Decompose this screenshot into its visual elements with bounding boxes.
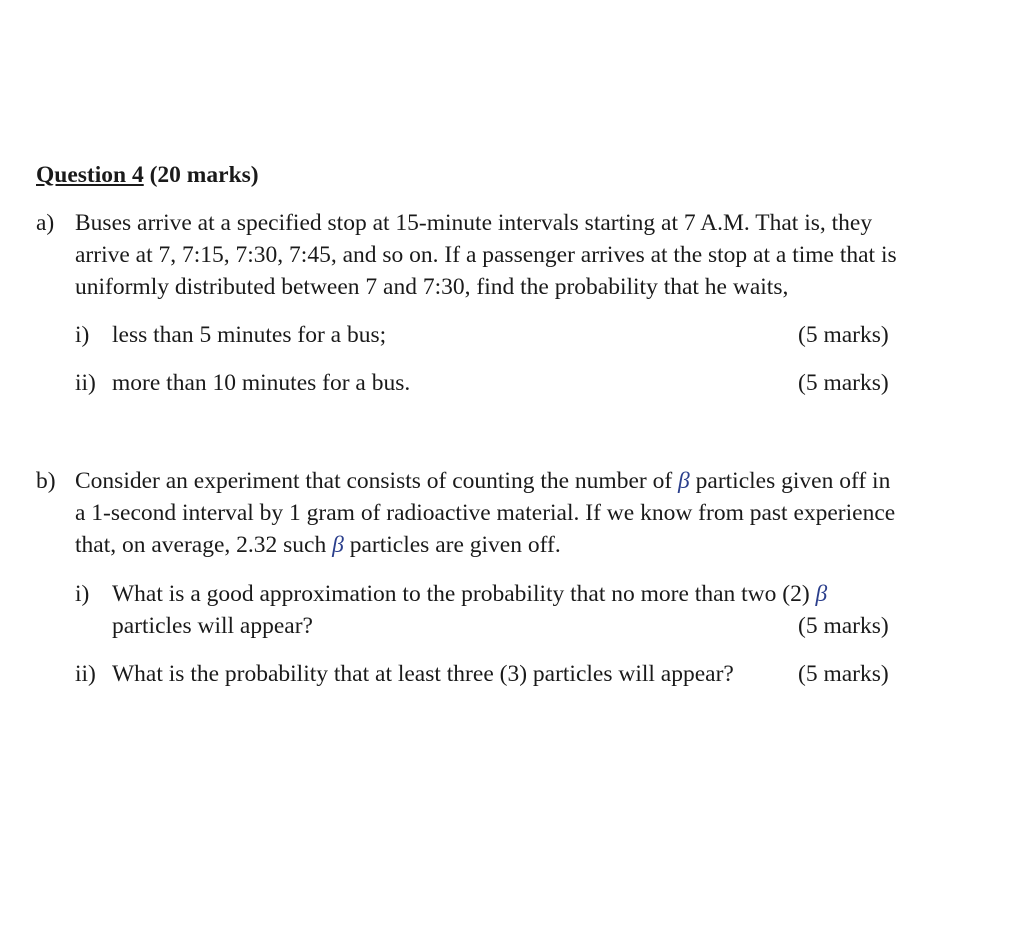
part-b-line-1: Consider an experiment that consists of counting the number of β particles given off in xyxy=(75,468,891,494)
part-b-i-label: i) xyxy=(75,581,90,607)
part-b-i-text-1: What is a good approximation to the probability that no more than two (2) β xyxy=(112,581,828,607)
beta-symbol: β xyxy=(332,532,344,558)
part-a-line-3: uniformly distributed between 7 and 7:30, find the probability that he waits, xyxy=(75,274,789,300)
part-b-line-2: a 1-second interval by 1 gram of radioactive material. If we know from past experience xyxy=(75,500,896,526)
part-b-ii-marks: (5 marks) xyxy=(798,661,889,687)
part-a-line-2: arrive at 7, 7:15, 7:30, 7:45, and so on. If a passenger arrives at the stop at a time that is xyxy=(75,242,897,268)
part-a-line-1: Buses arrive at a specified stop at 15-minute intervals starting at 7 A.M. That is, they xyxy=(75,210,873,236)
part-b-ii-label: ii) xyxy=(75,661,96,687)
part-a-ii-label: ii) xyxy=(75,370,96,396)
part-b-i-text-2: particles will appear? xyxy=(112,613,313,639)
question-title xyxy=(36,162,259,189)
part-a-i-marks: (5 marks) xyxy=(798,322,889,348)
part-b-i-marks: (5 marks) xyxy=(798,613,889,639)
part-a-ii-text: more than 10 minutes for a bus. xyxy=(112,370,411,396)
part-a-i-text: less than 5 minutes for a bus; xyxy=(112,322,387,348)
part-b-ii-text: What is the probability that at least three (3) particles will appear? xyxy=(112,661,734,687)
question-label: Question 4 xyxy=(36,162,144,188)
part-a-ii-marks: (5 marks) xyxy=(798,370,889,396)
part-b-label: b) xyxy=(36,468,56,494)
beta-symbol: β xyxy=(678,468,690,494)
part-b-line-3: that, on average, 2.32 such β particles are given off. xyxy=(75,532,561,558)
question-marks: (20 marks) xyxy=(143,162,259,188)
beta-symbol: β xyxy=(815,581,828,607)
part-a-i-label: i) xyxy=(75,322,90,348)
part-a-label: a) xyxy=(36,210,55,236)
